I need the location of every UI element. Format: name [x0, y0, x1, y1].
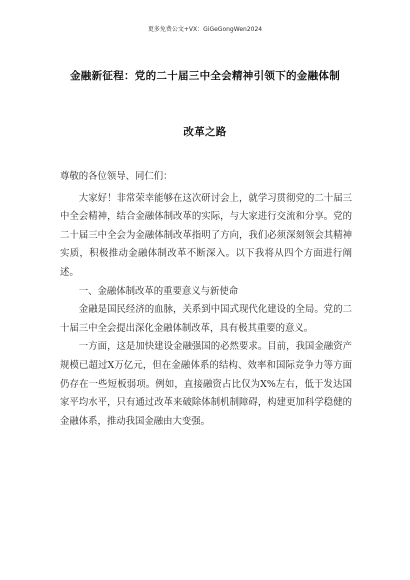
section-heading-1: 一、金融体制改革的重要意义与新使命: [78, 285, 239, 297]
paragraph-finance-significance: 金融是国民经济的血脉，关系到中国式现代化建设的全局。党的二十届三中全会提出深化金融体制改革，具有极其重要的意义。: [60, 304, 352, 334]
salutation: 尊敬的各位领导、同仁们：: [60, 171, 173, 182]
document-body: [60, 168, 352, 431]
document-title-line-1: 金融新征程：党的二十届三中全会精神引领下的金融体制: [70, 70, 340, 82]
header-note: 更多免费公文+VX：GiGeGongWen2024: [147, 26, 263, 33]
document-title-line-2: 改革之路: [183, 126, 227, 138]
paragraph-financial-power: 一方面，这是加快建设金融强国的必然要求。目前，我国金融资产规模已超过X万亿元，但在金融体系的结构、效率和国际竞争力等方面仍存在一些短板弱项。例如，直接融资占比仅为X%左右，低于发达国家平均水平，只有通过改革来破除体制机制障碍，构建更加科学稳健的金融体系，推动我国金融由大变强。: [60, 341, 352, 427]
paragraph-opening: 大家好！非常荣幸能够在这次研讨会上，就学习贯彻党的二十届三中全会精神，结合金融体制改革的实际，与大家进行交流和分享。党的二十届三中全会为金融体制改革指明了方向，我们必须深刻领会其精神实质，积极推动金融体制改革不断深入。以下我将从四个方面进行阐述。: [60, 192, 352, 278]
